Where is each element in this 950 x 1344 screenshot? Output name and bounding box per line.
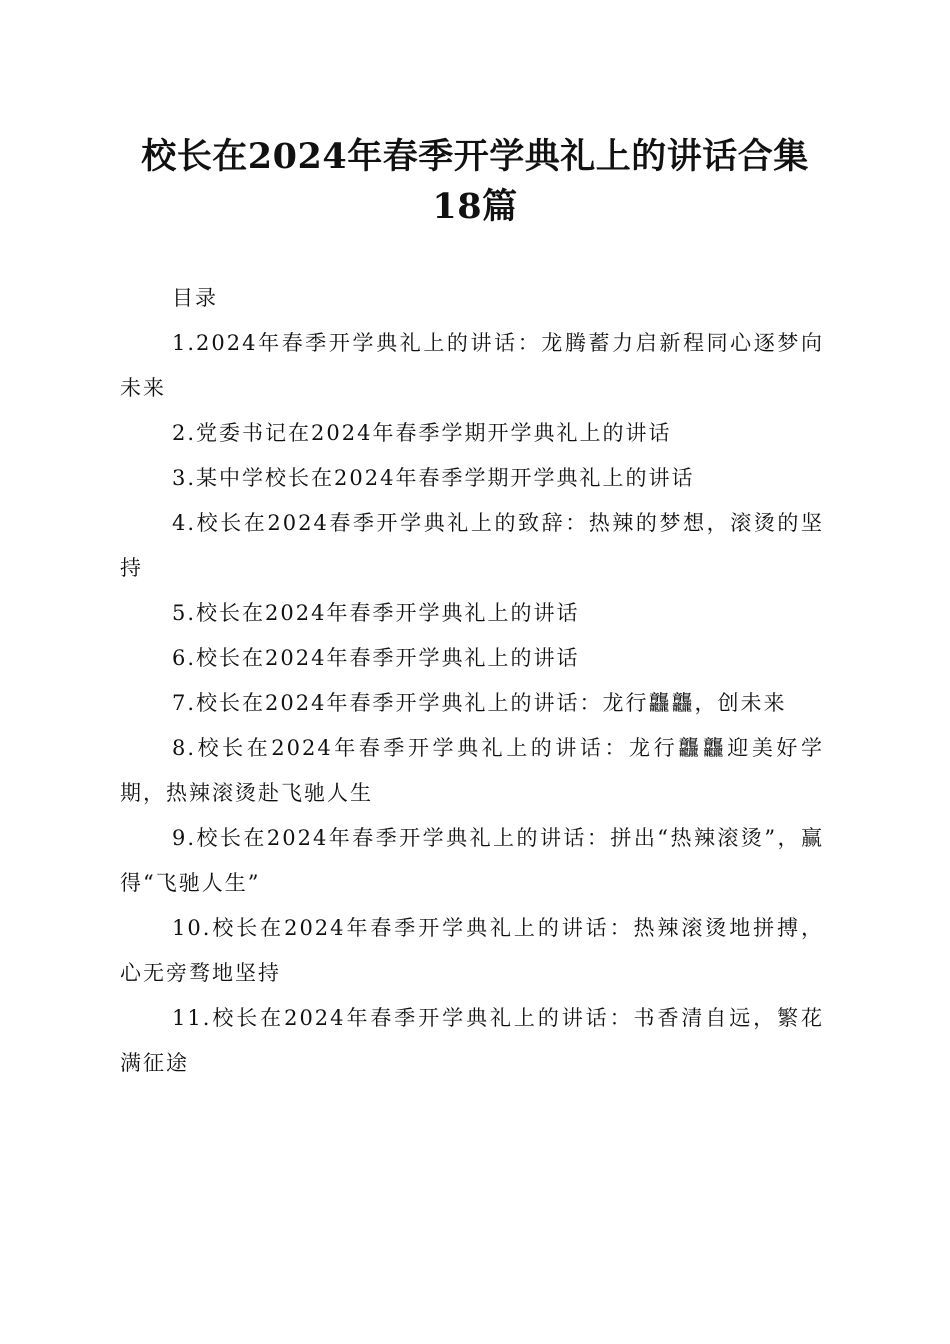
toc-item: 9.校长在2024年春季开学典礼上的讲话：拼出“热辣滚烫”，赢得“飞驰人生” [120,826,824,895]
toc-heading: 目录 [172,286,218,310]
toc-item: 4.校长在2024春季开学典礼上的致辞：热辣的梦想，滚烫的坚持 [120,511,824,580]
toc-item: 5.校长在2024年春季开学典礼上的讲话 [172,601,580,625]
toc-item: 2.党委书记在2024年春季学期开学典礼上的讲话 [172,421,672,445]
toc-item: 7.校长在2024年春季开学典礼上的讲话：龙行龘龘，创未来 [172,691,787,715]
toc-item: 10.校长在2024年春季开学典礼上的讲话：热辣滚烫地拼搏，心无旁骛地坚持 [120,916,824,985]
toc-item: 6.校长在2024年春季开学典礼上的讲话 [172,646,580,670]
toc-item: 1.2024年春季开学典礼上的讲话：龙腾蓄力启新程同心逐梦向未来 [120,331,824,400]
toc-item: 11.校长在2024年春季开学典礼上的讲话：书香清自远，繁花满征途 [120,1006,824,1075]
document-title: 校长在2024年春季开学典礼上的讲话合集18篇 [141,136,809,227]
toc-item: 3.某中学校长在2024年春季学期开学典礼上的讲话 [172,466,695,490]
toc-item: 8.校长在2024年春季开学典礼上的讲话：龙行龘龘迎美好学期，热辣滚烫赴飞驰人生 [120,736,824,805]
table-of-contents [120,276,824,1086]
toc-list [120,321,824,1086]
